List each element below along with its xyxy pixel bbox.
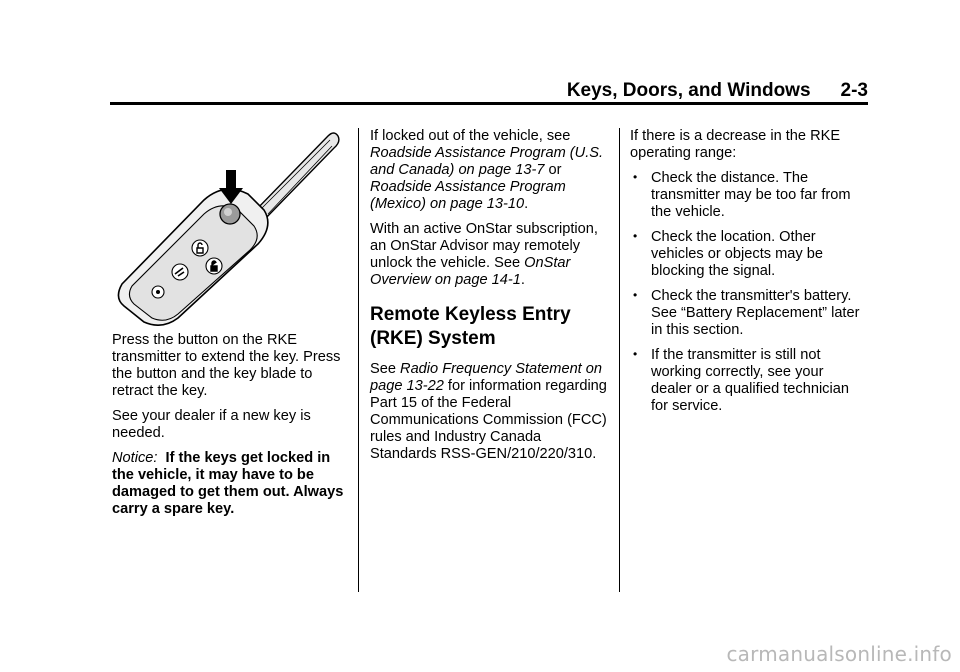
list-item: • Check the distance. The transmitter may be too far from the vehicle. xyxy=(633,170,851,220)
column-divider-2 xyxy=(619,128,620,592)
range-checklist xyxy=(630,170,866,415)
list-item: • Check the location. Other vehicles or objects may be blocking the signal. xyxy=(633,229,823,279)
notice-text: If the keys get locked in the vehicle, it may have to be damaged to get them out. Always carry a spare key. xyxy=(112,450,344,517)
page-number: 2-3 xyxy=(840,80,868,101)
onstar-link[interactable]: OnStar Overview on page 14-1 xyxy=(370,255,571,288)
column-1 xyxy=(112,332,348,526)
fcc-paragraph: See Radio Frequency Statement on page 13-22 for information regarding Part 15 of the Federal Communications Commission (FCC) rules and Industry Canada Standards RSS-GEN/210/220/310. xyxy=(370,361,607,462)
roadside-mexico-link[interactable]: Roadside Assistance Program (Mexico) on page 13-10 xyxy=(370,179,566,212)
notice-paragraph xyxy=(112,450,348,518)
section-title: Keys, Doors, and Windows xyxy=(566,80,811,101)
roadside-us-link[interactable]: Roadside Assistance Program (U.S. and Canada) on page 13-7 xyxy=(370,145,604,178)
watermark: carmanualsonline.info xyxy=(726,642,952,666)
notice-label: Notice: xyxy=(112,450,158,466)
extend-key-paragraph: Press the button on the RKE transmitter to extend the key. Press the button and the key blade to retract the key. xyxy=(112,332,341,399)
column-2 xyxy=(370,128,610,471)
column-divider-1 xyxy=(358,128,359,592)
key-blade xyxy=(252,133,339,222)
list-item: • Check the transmitter's battery. See “Battery Replacement” later in this section. xyxy=(633,288,860,338)
key-fob-illustration xyxy=(112,130,340,326)
column-3 xyxy=(630,128,866,423)
section-heading: Remote Keyless Entry (RKE) System xyxy=(370,304,571,349)
list-item: • If the transmitter is still not working correctly, see your dealer or a qualified technician for service. xyxy=(633,347,849,414)
radio-frequency-link[interactable]: Radio Frequency Statement on page 13-22 xyxy=(370,361,603,394)
header-rule xyxy=(110,102,868,105)
fob-body xyxy=(118,189,267,325)
new-key-paragraph: See your dealer if a new key is needed. xyxy=(112,408,311,441)
remote-start-button xyxy=(172,264,188,280)
page-header xyxy=(110,80,868,102)
locked-out-paragraph: If locked out of the vehicle, see Roadside Assistance Program (U.S. and Canada) on page 13-7 or Roadside Assistance Program (Mexico) on page 13-10. xyxy=(370,128,604,212)
range-intro: If there is a decrease in the RKE operating range: xyxy=(630,128,841,161)
onstar-paragraph: With an active OnStar subscription, an OnStar Advisor may remotely unlock the vehicle. See OnStar Overview on page 14-1. xyxy=(370,221,598,288)
